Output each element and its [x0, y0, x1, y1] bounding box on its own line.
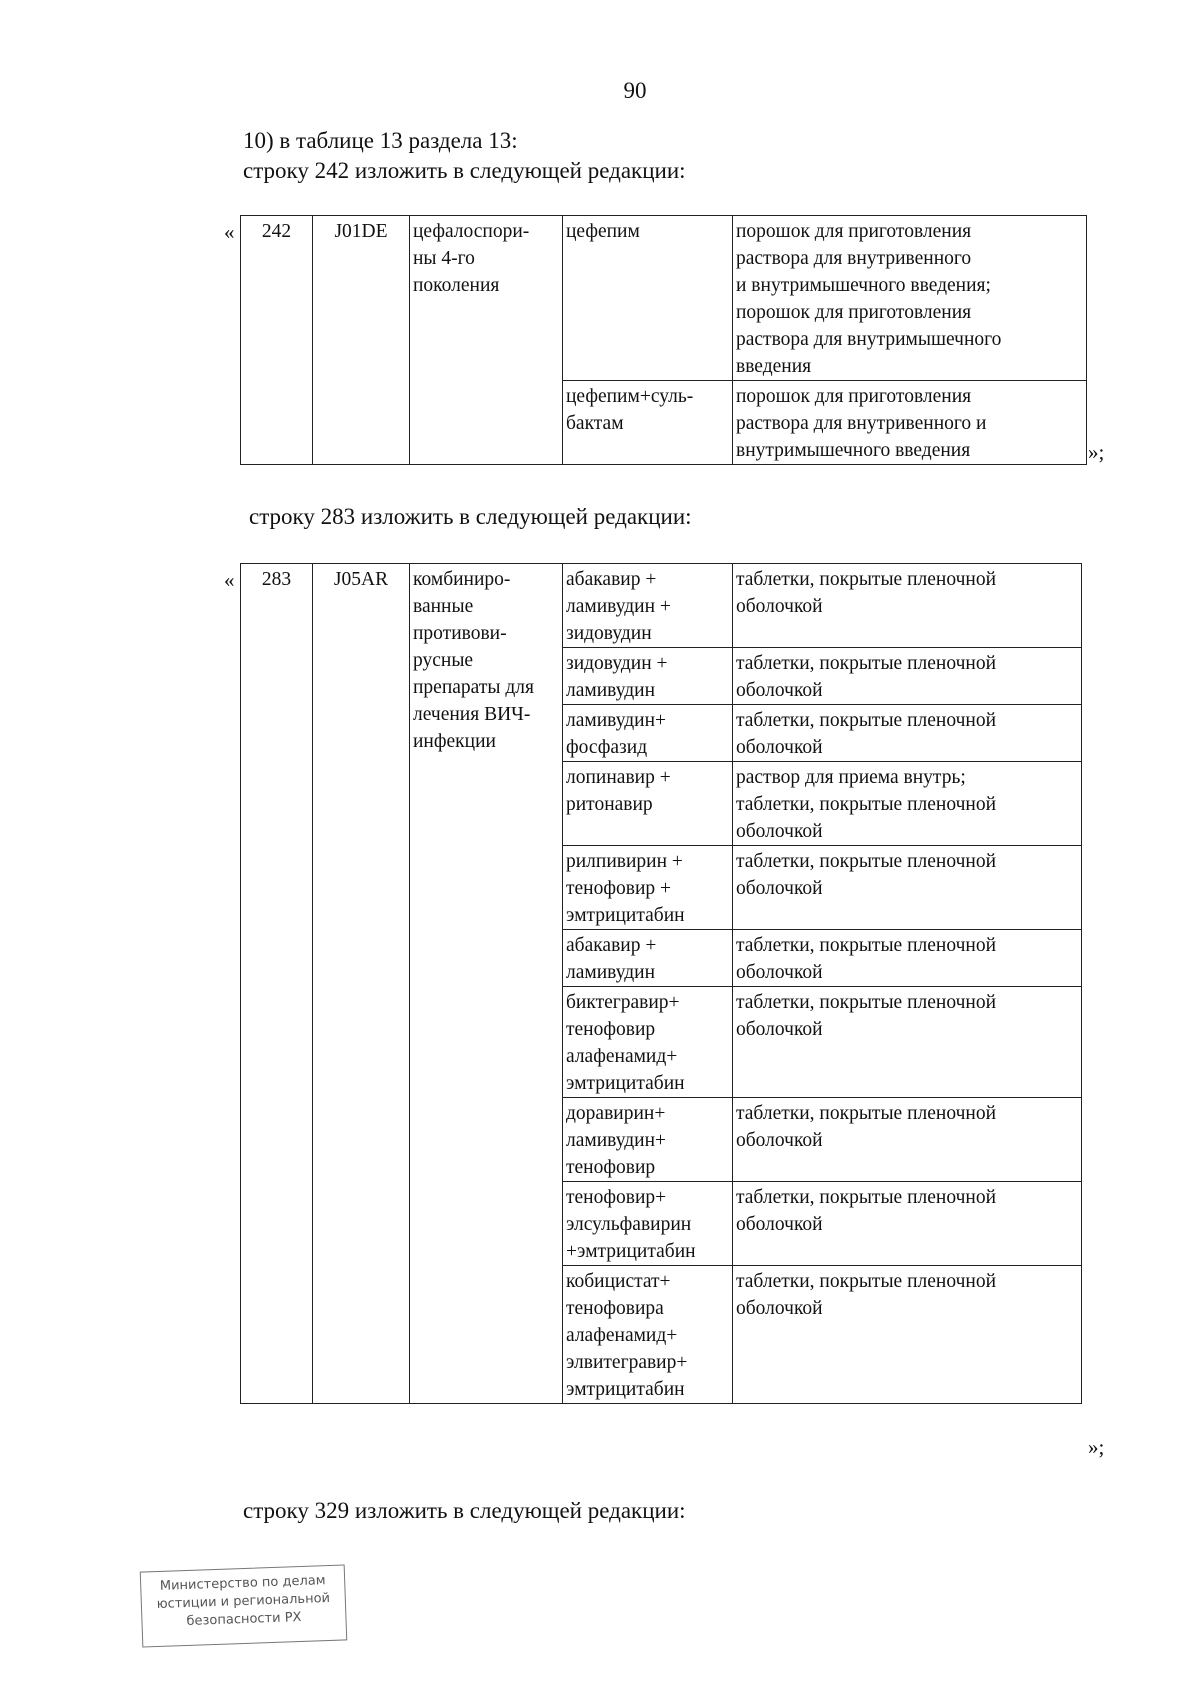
drug-name-cell [563, 846, 733, 930]
drug-name-cell [563, 1098, 733, 1182]
closing-quote: »; [1088, 440, 1105, 464]
page-number: 90 [623, 78, 647, 103]
opening-quote: « [224, 568, 235, 592]
dosage-form-cell-text: таблетки, покрытые пленочной оболочкой [736, 1271, 997, 1319]
drug-name-cell-text: абакавир + ламивудин [566, 935, 657, 983]
table-row-242 [240, 215, 1087, 465]
row-number-cell-text: 283 [261, 569, 292, 590]
row-283-instruction: строку 283 изложить в следующей редакции: [249, 504, 692, 529]
dosage-form-cell [733, 1182, 1082, 1266]
dosage-form-cell-text: таблетки, покрытые пленочной оболочкой [736, 935, 997, 983]
drug-name-cell [563, 762, 733, 846]
ministry-stamp [140, 1564, 348, 1647]
drug-name-cell-text: лопинавир + ритонавир [566, 767, 671, 815]
dosage-form-cell-text: порошок для приготовления раствора для внутривенного и внутримышечного введения; порошок для приготовления раствора для внутримышечного введения [736, 221, 1002, 377]
dosage-form-cell-text: таблетки, покрытые пленочной оболочкой [736, 1187, 997, 1235]
atc-code-cell [313, 216, 410, 465]
row-number-cell [241, 216, 313, 465]
drug-name-cell-text: тенофовир+ элсульфавирин +эмтрицитабин [566, 1187, 696, 1262]
dosage-form-cell-text: порошок для приготовления раствора для внутривенного и внутримышечного введения [736, 386, 987, 461]
drug-name-cell [563, 216, 733, 381]
dosage-form-cell [733, 705, 1082, 762]
dosage-form-cell-text: таблетки, покрытые пленочной оболочкой [736, 851, 997, 899]
drug-name-cell-text: ламивудин+ фосфазид [566, 710, 667, 758]
drug-name-cell-text: доравирин+ ламивудин+ тенофовир [566, 1103, 667, 1178]
atc-code-cell-text: J05AR [333, 569, 389, 590]
row-number-cell-text: 242 [261, 221, 292, 242]
drug-name-cell [563, 1266, 733, 1404]
atc-code-cell-text: J01DE [334, 221, 388, 242]
group-cell-text: цефалоспори- ны 4-го поколения [413, 221, 530, 296]
closing-quote: »; [1088, 1435, 1105, 1459]
group-cell-text: комбиниро- ванные противови- русные препараты для лечения ВИЧ- инфекции [413, 569, 534, 752]
row-242-instruction: строку 242 изложить в следующей редакции: [243, 158, 686, 183]
drug-name-cell-text: кобицистат+ тенофовира алафенамид+ элвитегравир+ эмтрицитабин [566, 1271, 688, 1400]
table-row-283 [240, 563, 1082, 1404]
group-cell [410, 216, 563, 465]
table-row [241, 564, 1082, 648]
dosage-form-cell [733, 987, 1082, 1098]
drug-name-cell [563, 705, 733, 762]
stamp-line: Министерство по делам [159, 1573, 326, 1594]
dosage-form-cell [733, 648, 1082, 705]
group-cell [410, 564, 563, 1404]
dosage-form-cell [733, 1266, 1082, 1404]
dosage-form-cell-text: таблетки, покрытые пленочной оболочкой [736, 992, 997, 1040]
drug-name-cell [563, 987, 733, 1098]
atc-code-cell [313, 564, 410, 1404]
drug-name-cell-text: рилпивирин + тенофовир + эмтрицитабин [566, 851, 685, 926]
drug-name-cell [563, 564, 733, 648]
dosage-form-cell [733, 381, 1087, 465]
dosage-form-cell [733, 564, 1082, 648]
dosage-form-cell [733, 1098, 1082, 1182]
dosage-form-cell [733, 762, 1082, 846]
dosage-form-cell-text: раствор для приема внутрь; таблетки, покрытые пленочной оболочкой [736, 767, 997, 842]
dosage-form-cell [733, 930, 1082, 987]
drug-name-cell-text: цефепим [566, 221, 640, 242]
dosage-form-cell-text: таблетки, покрытые пленочной оболочкой [736, 569, 997, 617]
drug-name-cell [563, 381, 733, 465]
drug-name-cell-text: биктегравир+ тенофовир алафенамид+ эмтрицитабин [566, 992, 685, 1094]
amendment-heading: 10) в таблице 13 раздела 13: [243, 128, 518, 153]
drug-name-cell [563, 1182, 733, 1266]
row-329-instruction: строку 329 изложить в следующей редакции: [243, 1498, 686, 1523]
dosage-form-cell-text: таблетки, покрытые пленочной оболочкой [736, 710, 997, 758]
drug-name-cell-text: абакавир + ламивудин + зидовудин [566, 569, 671, 644]
row-number-cell [241, 564, 313, 1404]
dosage-form-cell [733, 846, 1082, 930]
stamp-line: юстиции и региональной [156, 1590, 331, 1613]
dosage-form-cell-text: таблетки, покрытые пленочной оболочкой [736, 1103, 997, 1151]
stamp-line: безопасности РХ [186, 1609, 302, 1629]
dosage-form-cell [733, 216, 1087, 381]
opening-quote: « [224, 220, 235, 244]
drug-name-cell-text: цефепим+суль- бактам [566, 386, 694, 434]
drug-name-cell [563, 930, 733, 987]
drug-name-cell [563, 648, 733, 705]
table-row [241, 216, 1087, 381]
dosage-form-cell-text: таблетки, покрытые пленочной оболочкой [736, 653, 997, 701]
drug-name-cell-text: зидовудин + ламивудин [566, 653, 668, 701]
